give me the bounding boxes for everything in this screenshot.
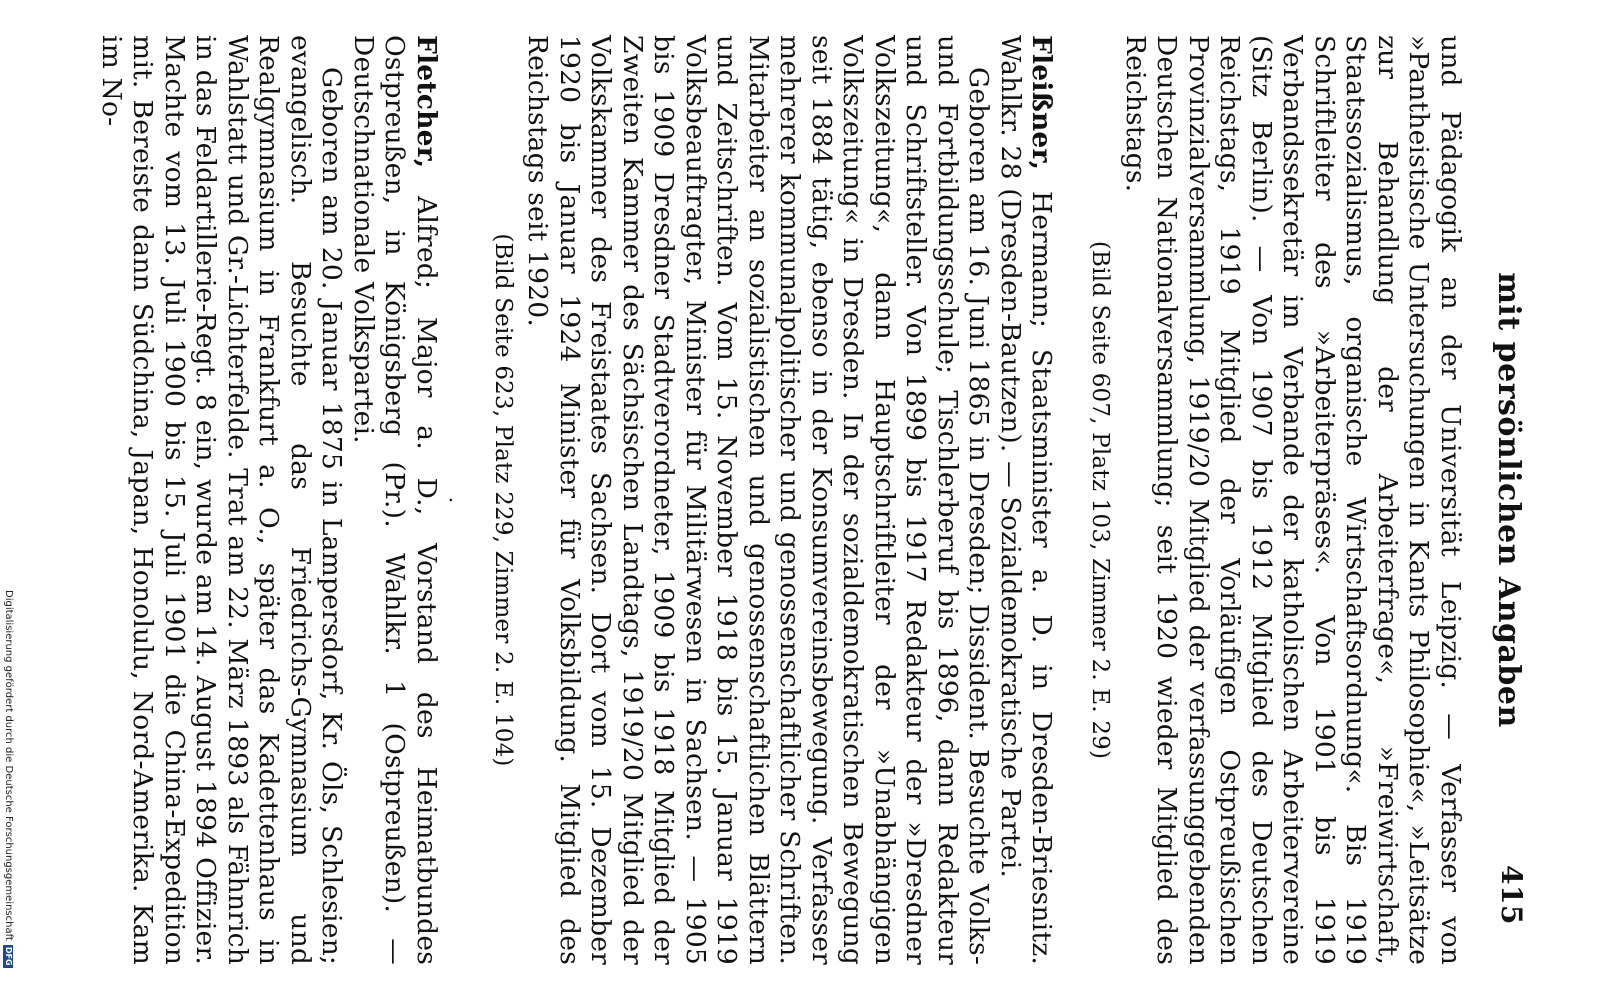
entry-fleissner-lead	[995, 35, 1058, 965]
book-page	[50, 25, 1530, 975]
entry-fleissner	[488, 35, 1058, 965]
entry-continuation-ref: (Bild Seite 607, Platz 103, Zimmer 2. E. 29)	[1087, 240, 1114, 760]
entry-fleissner-ref: (Bild Seite 623, Platz 229, Zimmer 2. E. 104)	[490, 233, 516, 767]
entry-fleissner-body: Geboren am 16. Juni 1865 in Dresden; Dissident. Besuchte Volks- und Fortbildungsschule; Tischlerberuf bis 1896, dann Redakteur und Schriftsteller. Von 1899 bis 1917 Redakteur der »Dresdner Volkszeitung«, dann Hauptschriftleiter der »Unabhängigen Volkszeitung« in Dresden. In der sozialdemokratischen Bewegung seit 1884 tätig, ebenso in der Konsumvereinsbewegung. Verfasser mehrerer kommunalpolitischer und genossenschaftlicher Schriften. Mitarbeiter an sozialistischen und genossenschaftlichen Blättern und Zeitschriften. Vom 15. November 1918 bis 15. Januar 1919 Volksbeauftragter, Minister für Militärwesen in Sachsen. — 1905 bis 1909 Dresdner Stadtverordneter, 1909 bis 1918 Mitglied der Zweiten Kammer des Sächsischen Landtags, 1919/20 Mitglied der Volkskammer des Freistaates Sachsen. Dort vom 15. Dezember 1920 bis Januar 1924 Minister für Volksbildung. Mitglied des Reichstags seit 1920.	[522, 35, 995, 965]
running-title: mit persönlichen Angaben	[1491, 272, 1527, 728]
separator-dot: ·	[439, 496, 463, 504]
entry-fletcher-lead-rest: Alfred; Major a. D., Vorstand des Heimatbundes Ostpreußen, in Königsberg (Pr.). Wahlkr. 1 (Ostpreußen). — Deutschnationale Volkspartei.	[348, 35, 442, 965]
entry-fleissner-surname: Fleißner,	[1026, 35, 1058, 171]
page-number: 415	[1495, 865, 1528, 925]
page-header	[1488, 35, 1530, 965]
entry-continuation-text: und Pädagogik an der Universität Leipzig. — Verfasser von »Pantheistische Untersuchungen in Kants Philosophie«, »Leitsätze zur Behandlung der Arbeiterfrage«, »Freiwirtschaft, Staatssozialismus, organische Wirtschaftsordnung«. Bis 1919 Schriftleiter des »Arbeiterpräses«. Von 1901 bis 1919 Verbandssekretär im Verbande der katholischen Arbeitervereine (Sitz Berlin). — Von 1907 bis 1912 Mitglied des Deutschen Reichstags, 1919 Mitglied der Vorläufigen Ostpreußischen Provinzialversammlung, 1919/20 Mitglied der verfassunggebenden Deutschen Nationalversammlung; seit 1920 wieder Mitglied des Reichstags.	[1120, 35, 1466, 965]
digitization-credit-strip	[0, 0, 14, 1000]
credit-text: Digitalisierung gefördert durch die Deutsche Forschungsgemeinschaft	[3, 590, 14, 941]
credit-line	[3, 590, 14, 968]
entry-fletcher-body: Geboren am 20. Januar 1875 in Lampersdorf, Kr. Öls, Schlesien; evangelisch. Besuchte das Friedrichs-Gymnasium und Realgymnasium in Frankfurt a. O., später das Kadettenhaus in Wahlstatt und Gr.-Lichterfelde. Trat am 22. März 1893 als Fähnrich in das Feldartillerie-Regt. 8 ein, wurde am 14. August 1894 Offizier. Machte vom 13. Juli 1900 bis 15. Juli 1901 die China-Expedition mit. Bereiste dann Südchina, Japan, Honolulu, Nord-Amerika. Kam im No-	[96, 35, 348, 965]
page-body	[96, 35, 1467, 965]
entry-fletcher-lead	[348, 35, 443, 965]
dfg-logo: DFG	[4, 946, 14, 966]
entry-fleissner-lead-rest: Hermann; Staatsminister a. D. in Dresden-Briesnitz. Wahlkr. 28 (Dresden-Bautzen). — Sozialdemokratische Partei.	[995, 35, 1058, 965]
entry-fletcher	[96, 35, 443, 965]
entry-continuation	[1086, 35, 1467, 965]
entry-fletcher-surname: Fletcher,	[411, 35, 442, 169]
